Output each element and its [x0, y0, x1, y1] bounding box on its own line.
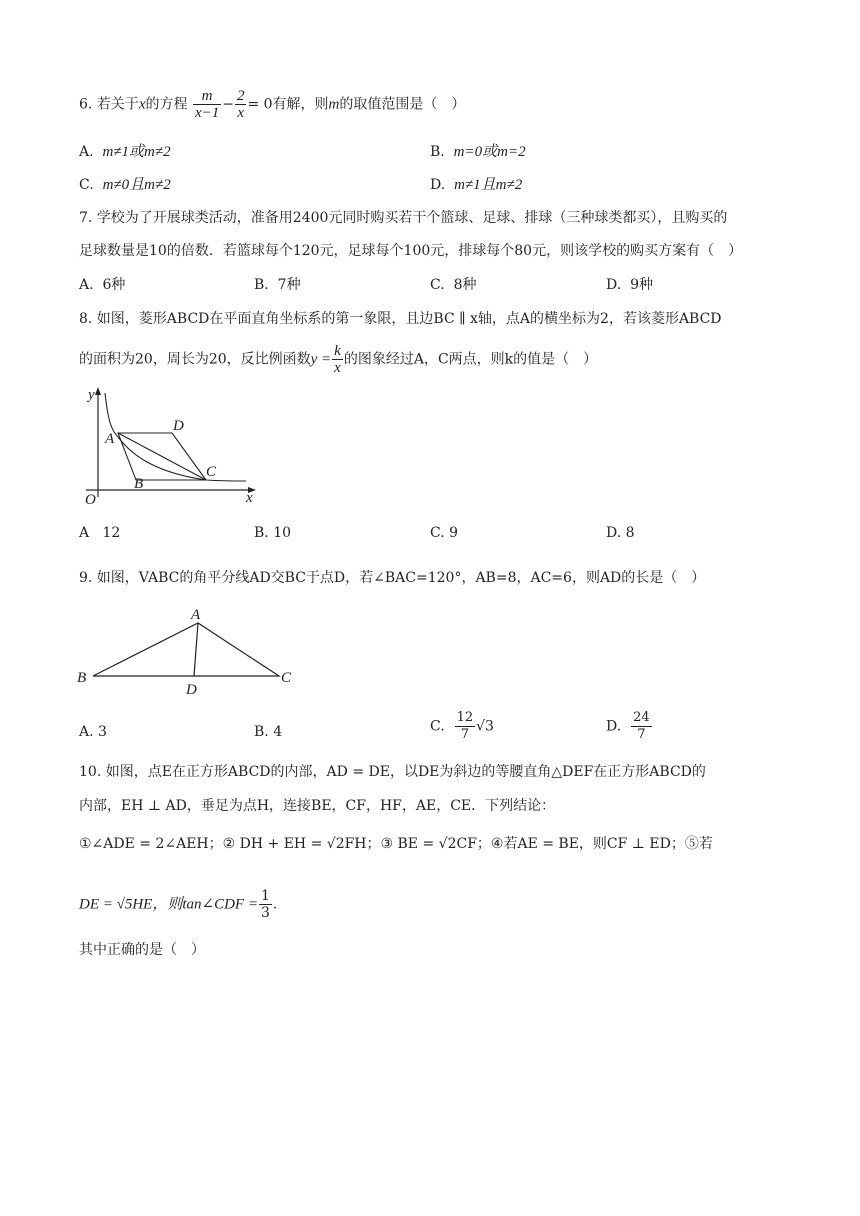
q6-mid: 的方程: [145, 96, 188, 113]
q6-option-d[interactable]: D. m≠1且m≠2: [430, 177, 523, 193]
q10-line-2: 内部，EH ⊥ AD，垂足为点H，连接BE，CF，HF，AE，CE．下列结论：: [79, 798, 556, 814]
q9-option-d[interactable]: D. $\frac{24}{7}$: [606, 710, 650, 742]
q6-pre: 6. 若关于: [79, 96, 139, 113]
q10-line-5: 其中正确的是（ ）: [79, 942, 205, 958]
q8-label-d: D: [173, 418, 184, 434]
q8-y-eq: y =: [310, 351, 332, 368]
q6-option-b[interactable]: B. m=0或m=2: [430, 144, 526, 160]
q8-option-d[interactable]: D. 8: [606, 525, 635, 541]
q8-option-c[interactable]: C. 9: [430, 525, 459, 541]
q10-frac-den: 3: [260, 905, 270, 921]
q9-line: 9. 如图，VABC的角平分线AD交BC于点D，若∠BAC=120°，AB=8，AC=6，则AD的长是（ ）: [79, 570, 706, 586]
q6-f1-den: x−1: [194, 105, 220, 121]
q6-post: 有解，则: [272, 96, 329, 113]
q6-tail: 的取值范围是（ ）: [339, 96, 466, 113]
q10-line-4a: DE = √5HE，则tan∠CDF =: [79, 896, 258, 913]
q8-y-arrow: [95, 387, 101, 395]
q9-d-den: 7: [637, 727, 646, 742]
q8-line-2: [79, 343, 597, 376]
q9-c-num: 12: [456, 710, 474, 725]
q6-option-a[interactable]: A. m≠1或m≠2: [79, 144, 171, 160]
q10-frac-num: 1: [260, 888, 270, 904]
q10-line-1: 10. 如图，点E在正方形ABCD的内部，AD = DE，以DE为斜边的等腰直角△DEF在正方形ABCD的: [79, 764, 706, 780]
q8-fraction: [332, 343, 343, 376]
q6-f2-den: x: [237, 105, 245, 121]
q8-diagonal-ac: [118, 433, 206, 480]
q9-label-b: B: [77, 670, 87, 686]
q8-line-2b: 的图象经过A，C两点，则k的值是（ ）: [343, 351, 598, 368]
q6-fraction-2: [235, 88, 247, 121]
q9-label-d: D: [186, 682, 197, 698]
q10-line-4: [79, 888, 287, 921]
q8-option-a[interactable]: A 12: [79, 525, 121, 541]
q8-figure: [78, 385, 268, 507]
q7-option-a[interactable]: A. 6种: [79, 277, 126, 293]
q6-minus: −: [222, 96, 234, 113]
q6-option-c[interactable]: C. m≠0且m≠2: [79, 177, 171, 193]
q7-option-c[interactable]: C. 8种: [430, 277, 477, 293]
q8-label-o: O: [85, 492, 96, 507]
q10-line-3: ①∠ADE = 2∠AEH；② DH + EH = √2FH；③ BE = √2CF；④若AE = BE，则CF ⊥ ED；⑤若: [79, 836, 713, 852]
q9-label-a: A: [191, 607, 201, 623]
q6-stem: [79, 88, 465, 121]
q8-label-a: A: [105, 431, 115, 447]
q9-option-b[interactable]: B. 4: [254, 724, 283, 740]
q8-label-x: x: [246, 490, 253, 506]
q6-var-m: m: [328, 96, 340, 113]
q6-var-x: x: [138, 96, 146, 113]
q9-option-c[interactable]: C. $\frac{12}{7}$ √3: [430, 710, 494, 742]
q8-label-c: C: [206, 464, 217, 480]
q9-c-radical: √3: [476, 718, 494, 735]
q8-frac-den: x: [334, 360, 341, 376]
q6-fraction-1: [193, 88, 221, 121]
q8-frac-num: k: [334, 343, 341, 359]
q7-option-d[interactable]: D. 9种: [606, 277, 654, 293]
q6-f2-num: 2: [236, 88, 245, 104]
q8-line-1: 8. 如图，菱形ABCD在平面直角坐标系的第一象限，且边BC ∥ x轴，点A的横坐标为2，若该菱形ABCD: [79, 311, 722, 327]
q9-option-a[interactable]: A. 3: [79, 724, 107, 740]
q6-f1-num: m: [193, 88, 221, 105]
q10-line-4b: ．: [272, 896, 287, 913]
q6-eq: = 0: [247, 96, 273, 113]
q9-figure: [74, 604, 304, 700]
q7-line-2: 足球数量是10的倍数．若篮球每个120元，足球每个100元，排球每个80元，则该学校的购买方案有（ ）: [79, 243, 743, 259]
q8-option-b[interactable]: B. 10: [254, 525, 292, 541]
q9-bisector-ad: [194, 623, 198, 676]
q10-fraction: [259, 888, 272, 921]
q9-triangle: [93, 623, 279, 676]
q8-label-b: B: [134, 476, 144, 492]
q8-line-2a: 的面积为20，周长为20，反比例函数: [79, 351, 311, 368]
q9-d-num: 24: [633, 710, 650, 725]
q9-label-c: C: [281, 670, 292, 686]
q7-line-1: 7. 学校为了开展球类活动，准备用2400元同时购买若干个篮球、足球、排球（三种球类都买），且购买的: [79, 210, 728, 226]
q7-option-b[interactable]: B. 7种: [254, 277, 301, 293]
q8-label-y: y: [88, 387, 95, 403]
q9-c-den: 7: [460, 727, 469, 742]
